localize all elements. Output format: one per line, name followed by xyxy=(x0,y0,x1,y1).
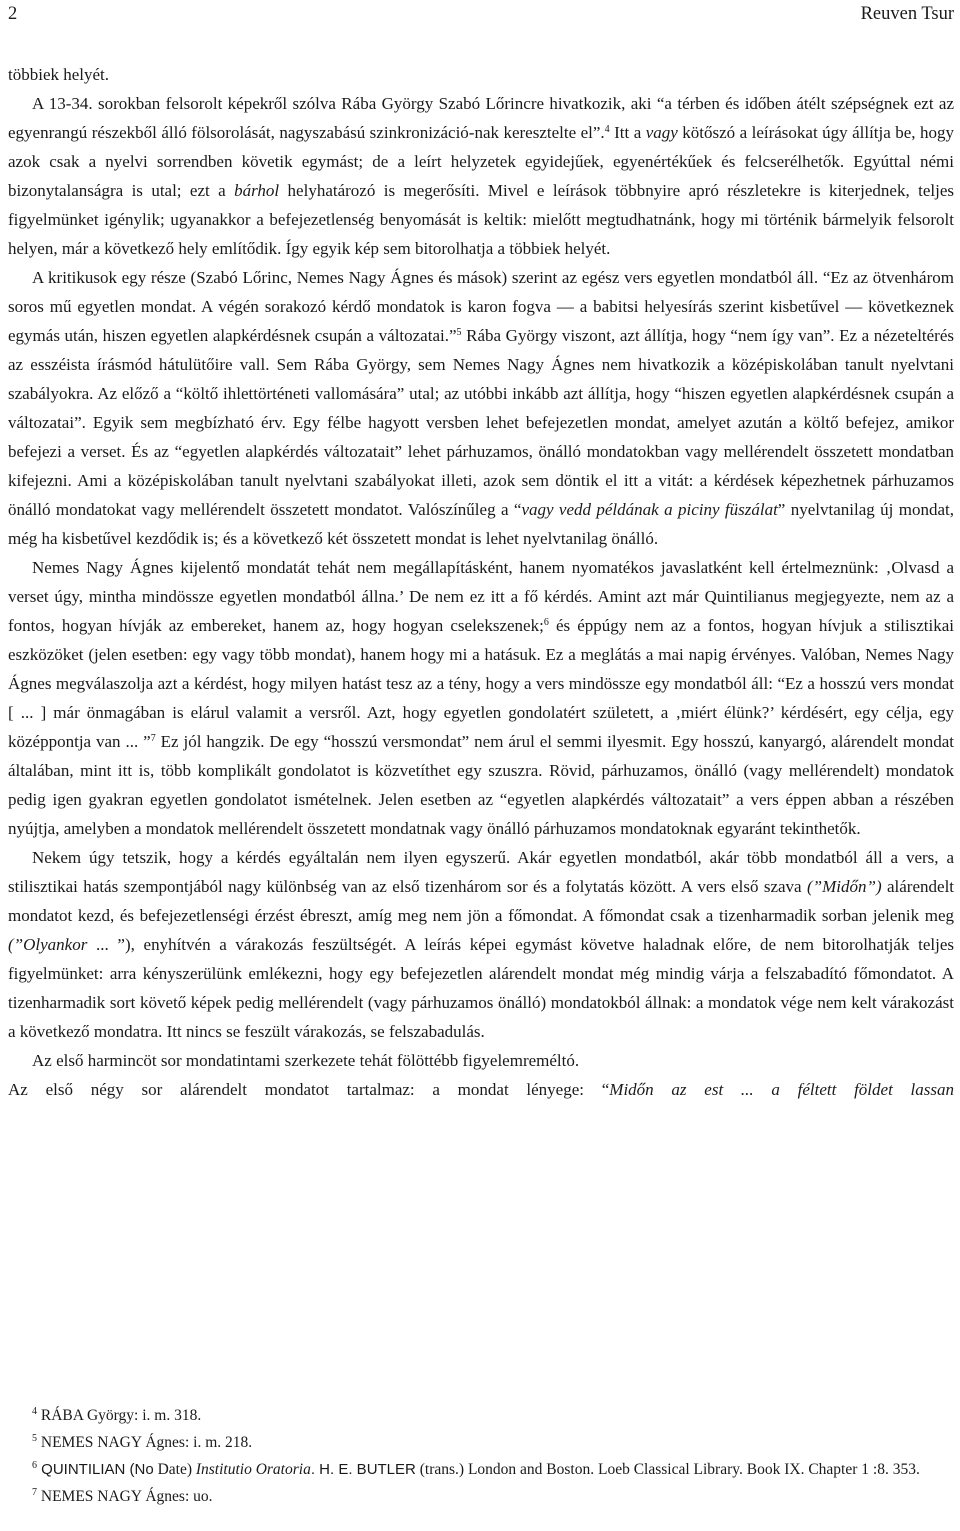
footnote-ref-5[interactable]: 5 xyxy=(456,327,462,338)
footnote-ref-4[interactable]: 4 xyxy=(604,124,610,135)
footnote-ref-6[interactable]: 6 xyxy=(543,617,549,628)
body-text xyxy=(8,60,954,1104)
paragraph-continuation: többiek helyét. xyxy=(8,65,110,84)
footnote-7: $^7$ NEMES NAGY Ágnes: uo. xyxy=(32,1487,213,1505)
footnotes xyxy=(8,1402,954,1510)
footnote-6: $^6$ QUINTILIAN (No Date) Institutio Oratoria. H. E. BUTLER (trans.) London and Boston. Loeb Classical Library. Book IX. Chapter 1 :8. 353. xyxy=(32,1460,920,1478)
paragraph-1: A 13-34. sorokban felsorolt képekről szólva Rába György Szabó Lőrincre hivatkozik, aki “a térben és időben átélt szépségnek ezt az egyenrangú részekből álló fölsorolását, nagyszabású szinkronizáció-nak keresztelte el”.$^4$ Itt a vagy kötőszó a leírásokat úgy állítja be, hogy azok csak a nyelvi sorrendben követik egymást; de a leírt helyzetek egyidejűek, egyenértékűek és felcserélhetők. Egyúttal némi bizonytalanságra is utal; ezt a bárhol helyhatározó is megerősíti. Mivel e leírások többnyire apró részletekre is kiterjednek, teljes figyelmünket igénylik; ugyanakkor a befejezetlenség benyomását is keltik: mielőtt megtudhatnánk, hogy mi történik bármelyik felsorolt helyen, már a következő hely említődik. Így egyik kép sem bitorolhatja a többiek helyét. xyxy=(8,94,955,258)
paragraph-4: Nekem úgy tetszik, hogy a kérdés egyáltalán nem ilyen egyszerű. Akár egyetlen mondatból, akár több mondatból áll a vers, a stilisztikai hatás szempontjából nagy különbség van az első tizenhárom sor és a folytatás között. A vers első szava (”Midőn”) alárendelt mondatot kezd, és befejezetlenségi érzést ébreszt, amíg meg nem jön a főmondat. A főmondat csak a tizenharmadik sorban jelenik meg (”Olyankor ... ”), enyhítvén a várakozás feszültségét. A leírás képei egymást követve haladnak előre, de nem bitorolhatják teljes figyelmünket: arra kényszerülünk emlékezni, hogy egy befejezetlen alárendelt mondat még mindig várja a felszabadító főmondatot. A tizenharmadik sort követő képek pedig mellérendelt (vagy párhuzamos önálló) mondatokból állnak: a mondatok vége nem kelt várakozást a következő mondatra. Itt nincs se feszült várakozás, se felszabadulás. xyxy=(8,848,955,1041)
paragraph-6: Az első négy sor alárendelt mondatot tartalmaz: a mondat lényege: “Midőn az est ... a féltett földet lassan xyxy=(8,1080,954,1099)
footnote-ref-7[interactable]: 7 xyxy=(150,733,156,744)
running-author: Reuven Tsur xyxy=(860,4,954,24)
paragraph-5: Az első harmincöt sor mondatintami szerkezete tehát fölöttébb figyelemreméltó. xyxy=(32,1051,580,1070)
footnote-4: $^4$ RÁBA György: i. m. 318. xyxy=(32,1406,202,1424)
running-header xyxy=(8,4,954,24)
footnote-5: $^5$ NEMES NAGY Ágnes: i. m. 218. xyxy=(32,1433,253,1451)
paragraph-2: A kritikusok egy része (Szabó Lőrinc, Nemes Nagy Ágnes és mások) szerint az egész vers egyetlen mondatból áll. “Ez az ötvenhárom soros mű egyetlen mondat. A végén sorakozó kérdő mondatok is karon fogva — a babitsi helyesírás szerint kisbetűvel — következnek egymás után, hiszen egyetlen alapkérdésnek csupán a változatai.”$^5$ Rába György viszont, azt állítja, hogy “nem így van”. Ez a nézeteltérés az esszéista írásmód hátulütőire vall. Sem Rába György, sem Nemes Nagy Ágnes nem hivatkozik a középiskolában tanult nyelvtani szabályokra. Az előző a “költő ihlettörténeti vallomására” utal; az utóbbi inkább azt állítja, hogy “hiszen egyetlen alapkérdésnek csupán a változatai”. Egyik sem megbízható érv. Egy félbe hagyott versben lehet befejezetlen mondat, amelyet azután a költő befejez, amikor befejezi a verset. És az “egyetlen alapkérdés változatait” lehet párhuzamos, önálló mondatokban vagy mellérendelt összetett mondatban kifejezni. Ami a középiskolában tanult nyelvtani szabályokat illeti, azok sem döntik el itt a vitát: a kérdések képezhetnek párhuzamos önálló mondatokat vagy mellérendelt összetett mondatot. Valószínűleg a “vagy vedd példának a piciny füszálat” nyelvtanilag új mondat, még ha kisbetűvel kezdődik is; és a következő két összetett mondat is lehet nyelvtanilag önálló. xyxy=(8,268,955,548)
page-number: 2 xyxy=(8,4,18,24)
paragraph-3: Nemes Nagy Ágnes kijelentő mondatát tehát nem megállapításként, hanem nyomatékos javaslatként kell értelmeznünk: ‚Olvasd a verset úgy, mintha mindössze egyetlen mondatból állna.’ De nem ez itt a fő kérdés. Amint azt már Quintilianus megjegyezte, nem az a fontos, hogyan hívják az embereket, hanem az, hogy hogyan cselekszenek;$^6$ és éppúgy nem az a fontos, hogyan hívjuk a stilisztikai eszközöket (jelen esetben: egy vagy több mondat), hanem hogy mi a hatásuk. Ez a meglátás a mai napig érvényes. Valóban, Nemes Nagy Ágnes megválaszolja azt a kérdést, hogy milyen hatást tesz az a tény, hogy a vers mindössze egy mondatból áll: “Ez a hosszú vers mondat [ ... ] már önmagában is elárul valamit a versről. Azt, hogy egyetlen gondolatért született, a ‚miért élünk?’ kérdésért, egy célja, egy középpontja van ... ”$^7$ Ez jól hangzik. De egy “hosszú versmondat” nem árul el semmi ilyesmit. Egy hosszú, kanyargó, alárendelt mondat általában, mint itt is, több komplikált gondolatot is közvetíthet egy szuszra. Rövid, párhuzamos, önálló (vagy mellérendelt) mondatok pedig igen gyakran egyetlen gondolatot ismételnek. Jelen esetben az “egyetlen alapkérdés változatait” a vers éppen abban a részében nyújtja, amelyben a mondatok mellérendelt összetett mondatnak vagy önálló párhuzamos mondatoknak egyaránt tekinthetők. xyxy=(8,558,954,838)
